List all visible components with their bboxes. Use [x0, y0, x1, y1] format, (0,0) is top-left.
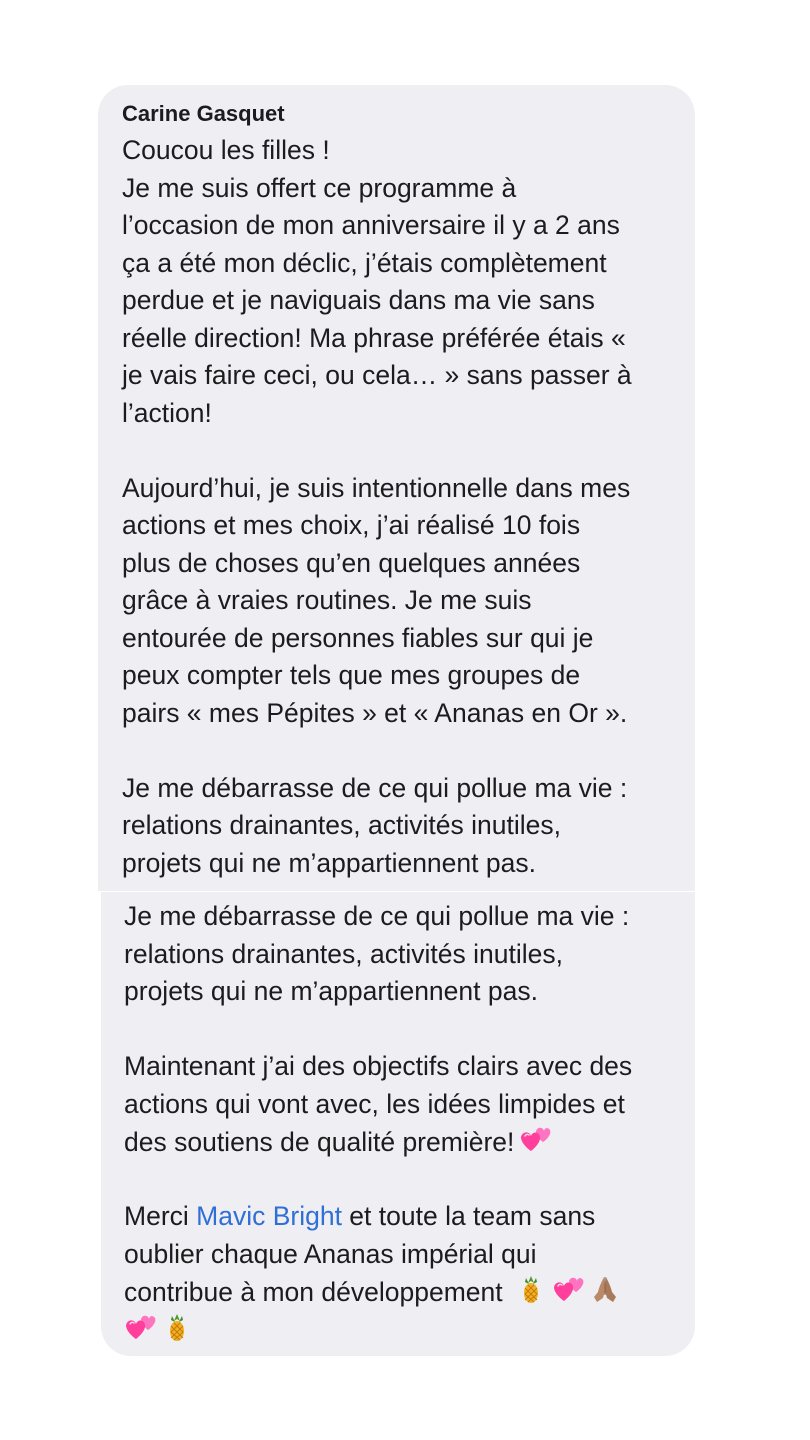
heart-icon	[552, 1273, 584, 1305]
message-text-bottom	[124, 898, 632, 1348]
message-line: Je me débarrasse de ce qui pollue ma vie :	[122, 772, 628, 803]
message-line: Je me débarrasse de ce qui pollue ma vie :	[124, 901, 630, 931]
message-line: réelle direction! Ma phrase préférée étais «	[122, 322, 626, 353]
message-line-text: contribue à mon développement	[124, 1277, 503, 1307]
message-line: Coucou les filles !	[122, 135, 330, 165]
blank-line	[124, 1011, 632, 1049]
message-line: projets qui ne m’appartiennent pas.	[122, 847, 536, 878]
mention-link[interactable]: Mavic Bright	[196, 1201, 342, 1231]
message-line: l’occasion de mon anniversaire il y a 2 ans	[122, 210, 620, 240]
blank-line	[122, 732, 632, 770]
message-line: plus de choses qu’en quelques années	[122, 547, 581, 578]
message-line: Aujourd’hui, je suis intentionnelle dans mes	[122, 472, 631, 503]
message-line: Je me suis offert ce programme à	[122, 172, 517, 203]
message-line: je vais faire ceci, ou cela… » sans passer à	[122, 360, 632, 390]
blank-line	[122, 432, 632, 470]
praying-hands-icon	[589, 1273, 621, 1305]
merci-suffix: et toute la team sans	[341, 1201, 596, 1231]
message-line-with-emoji	[124, 1273, 632, 1311]
message-line-text: des soutiens de qualité première!	[124, 1127, 515, 1157]
message-line: actions et mes choix, j’ai réalisé 10 fois	[122, 510, 581, 540]
merci-line	[124, 1198, 632, 1236]
message-line: pairs « mes Pépites » et « Ananas en Or ».	[122, 697, 628, 728]
message-line: actions qui vont avec, les idées limpides et	[124, 1088, 625, 1119]
message-line: grâce à vraies routines. Je me suis	[122, 585, 532, 615]
message-text-top	[122, 132, 632, 882]
message-line: oublier chaque Ananas impérial qui	[124, 1238, 537, 1269]
heart-icon	[124, 1311, 156, 1343]
message-line: peux compter tels que mes groupes de	[122, 660, 581, 690]
message-line: Maintenant j’ai des objectifs clairs avec des	[124, 1051, 633, 1081]
message-line: ça a été mon déclic, j’étais complètement	[122, 247, 607, 278]
emoji-line	[124, 1311, 632, 1349]
pineapple-icon	[515, 1273, 547, 1305]
message-line: perdue et je naviguais dans ma vie sans	[122, 285, 595, 315]
message-line: relations drainantes, activités inutiles,	[124, 938, 563, 969]
author-name[interactable]: Carine Gasquet	[122, 101, 285, 126]
pineapple-icon	[161, 1311, 193, 1343]
heart-icon	[519, 1123, 551, 1155]
blank-line	[124, 1161, 632, 1199]
merci-prefix: Merci	[124, 1201, 197, 1231]
message-line: l’action!	[122, 397, 212, 428]
message-line: entourée de personnes fiables sur qui je	[122, 622, 594, 653]
message-line: relations drainantes, activités inutiles,	[122, 810, 561, 840]
message-line: projets qui ne m’appartiennent pas.	[124, 976, 538, 1006]
message-line-with-emoji	[124, 1123, 632, 1161]
